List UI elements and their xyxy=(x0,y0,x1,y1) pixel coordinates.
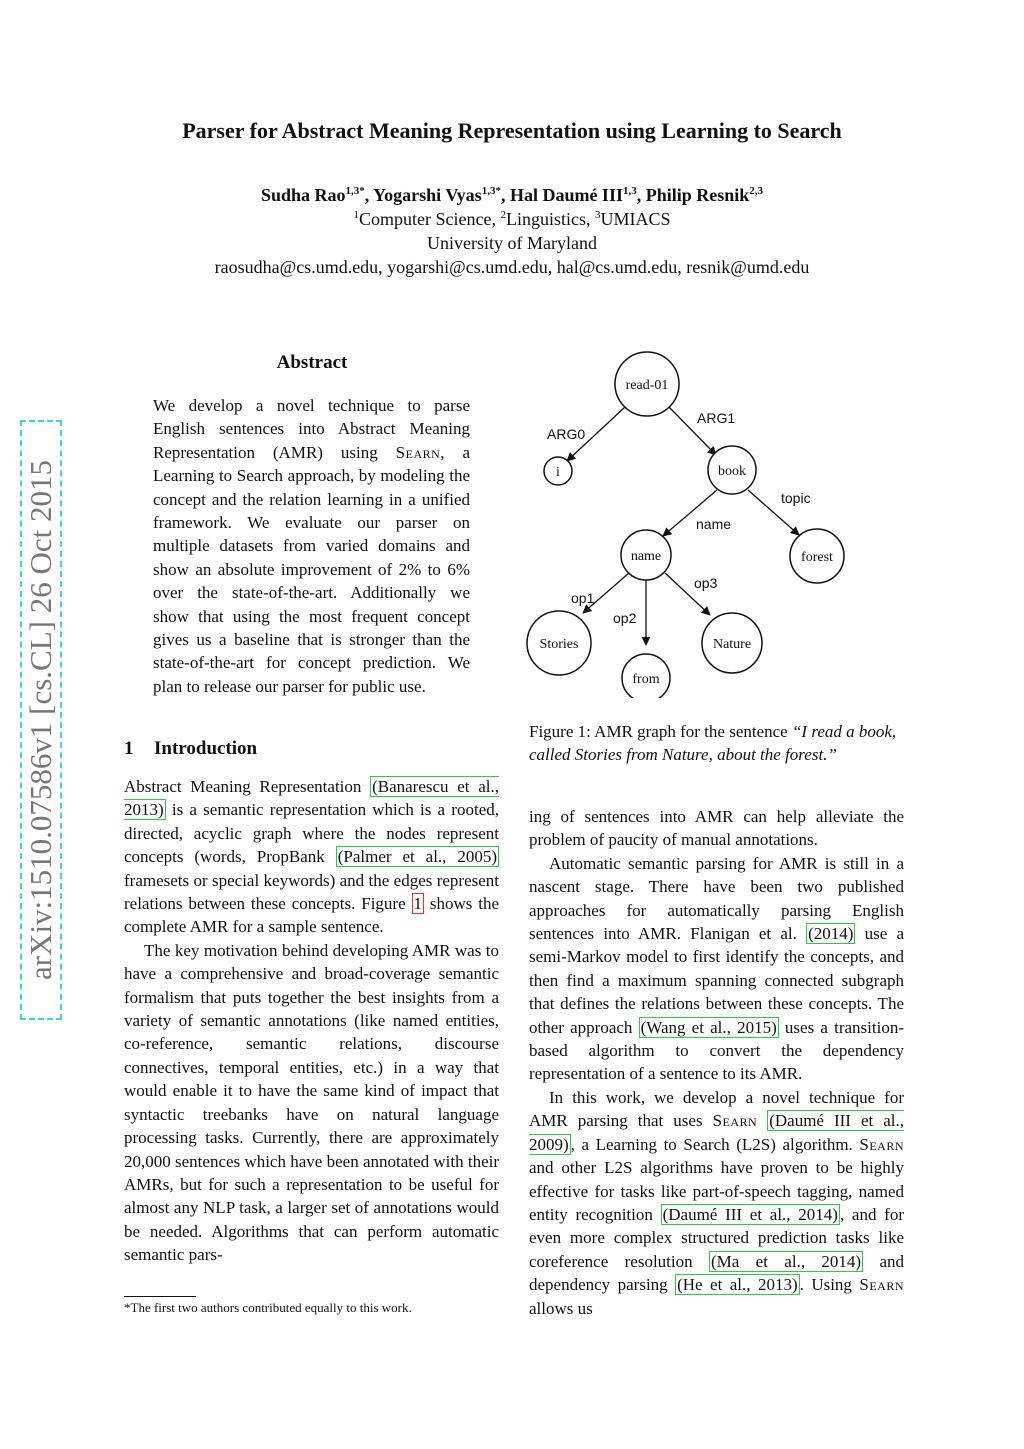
university: University of Maryland xyxy=(427,233,597,253)
affiliation-name: Computer Science, xyxy=(359,209,501,229)
author-name: Sudha Rao xyxy=(261,185,346,205)
edge-label: op3 xyxy=(694,575,718,591)
author-sup: 1,3 xyxy=(622,185,637,197)
intro-paragraph-5 xyxy=(529,1086,904,1320)
author-name: Yogarshi Vyas xyxy=(373,185,482,205)
edge-label: name xyxy=(696,516,732,532)
amr-graph-figure xyxy=(520,348,920,698)
citation-link[interactable]: (He et al., 2013) xyxy=(677,1275,798,1295)
body-text: is a semantic representation which is a rooted, directed, acyclic graph where the nodes represent concepts (words, PropBank xyxy=(124,800,499,867)
author-sup: 2,3 xyxy=(749,185,763,197)
author-mark: * xyxy=(359,185,365,197)
edge-label: op2 xyxy=(613,610,637,626)
abstract-text: , a Learning to Search approach, by modeling the concept and the relation learning in a unified framework. We evaluate our parser on multiple datasets from varied domains and show an absolute improvement of 2% to 6% over the state-of-the-art. Additionally we show that using the most frequent concept gives us a baseline that is stronger than the state-of-the-art for concept prediction. We plan to release our parser for public use. xyxy=(153,442,471,696)
author-name: Hal Daumé III xyxy=(509,185,623,205)
searn-term: Searn xyxy=(859,1134,904,1154)
body-text: . Using xyxy=(799,1275,860,1295)
figure-ref-link[interactable]: 1 xyxy=(413,894,422,914)
email-list: raosudha@cs.umd.edu, yogarshi@cs.umd.edu, hal@cs.umd.edu, resnik@umd.edu xyxy=(214,257,810,277)
edge-label: ARG1 xyxy=(697,410,736,426)
arxiv-stamp[interactable]: arXiv:1510.07586v1 [cs.CL] 26 Oct 2015 xyxy=(20,420,62,1020)
body-text: , and for even more complex structured prediction tasks like coreference resolution xyxy=(529,1204,905,1271)
intro-paragraph-1 xyxy=(124,775,499,939)
abstract-body xyxy=(153,394,470,698)
body-text: use a semi-Markov model to first identify the concepts, and then find a maximum spanning connected subgraph that defines the relations between these concepts. The other approach xyxy=(529,924,904,1037)
author-list xyxy=(0,183,1024,207)
body-text: and other L2S algorithms have proven to be highly effective for tasks like part-of-speech tagging, named entity recognition xyxy=(529,1158,904,1224)
affiliation-sup: 1 xyxy=(353,209,359,221)
node-label: Stories xyxy=(539,637,579,652)
node-label: read-01 xyxy=(625,378,669,393)
graph-edges xyxy=(567,407,799,645)
author-sup: 1,3 xyxy=(345,185,360,197)
node-label: Nature xyxy=(712,637,752,652)
intro-paragraph-2: The key motivation behind developing AMR was to have a comprehensive and broad-coverage semantic formalism that puts together the best insights from a variety of semantic annotations (like named entities, co-reference, semantic relations, discourse connectives, temporal entities, etc.) in a way that would enable it to have the same kind of impact that syntactic treebanks have on natural language processing tasks. Currently, there are approximately 20,000 sentences which have been annotated with their AMRs, but for such a representation to be useful for almost any NLP task, a larger set of annotations would be needed. Algorithms that can perform automatic semantic pars- xyxy=(124,940,499,1265)
edge-label: op1 xyxy=(571,590,595,606)
affiliation-sup: 2 xyxy=(500,209,506,221)
affiliation-list xyxy=(0,207,1024,231)
caption-quote: “I read a book, called Stories from Nature, about the forest.” xyxy=(529,722,897,765)
edge-label: ARG0 xyxy=(547,426,586,442)
node-label: forest xyxy=(801,550,833,565)
author-sup: 1,3* xyxy=(481,185,501,197)
footnote: *The first two authors contributed equally to this work. xyxy=(124,1300,412,1315)
node-label: name xyxy=(630,549,662,564)
citation-link[interactable]: (Banarescu et al., 2013) xyxy=(124,777,499,820)
body-text: Automatic semantic parsing for AMR is still in a nascent stage. There have been two published approaches for automatically parsing English sentences into AMR. Flanigan et al. xyxy=(529,853,904,944)
author-name: Philip Resnik xyxy=(645,185,750,205)
citation-link[interactable]: (2014) xyxy=(808,924,854,944)
abstract-heading: Abstract xyxy=(276,352,348,373)
body-text: and dependency parsing xyxy=(529,1251,905,1295)
intro-paragraph-3: ing of sentences into AMR can help alleviate the problem of paucity of manual annotations. xyxy=(529,807,904,850)
affiliation-name: UMIACS xyxy=(600,209,671,229)
node-label: from xyxy=(632,672,660,687)
author-sep: , xyxy=(636,185,646,205)
body-text: In this work, we develop a novel technique for AMR parsing that uses xyxy=(529,1087,904,1131)
figure-caption xyxy=(529,720,909,767)
body-text: uses a transition-based algorithm to convert the dependency representation of a sentence to its AMR. xyxy=(529,1017,904,1084)
author-block xyxy=(0,183,1024,279)
citation-link[interactable]: (Daumé III et al., 2009) xyxy=(529,1111,905,1154)
body-text: framesets or special keywords) and the edges represent relations between these concepts. Figure xyxy=(124,870,499,914)
author-sep: , xyxy=(500,185,510,205)
author-sep: , xyxy=(364,185,374,205)
body-text: , a Learning to Search (L2S) algorithm. xyxy=(570,1134,860,1154)
section-number: 1 xyxy=(124,738,134,759)
node-label: i xyxy=(556,465,560,480)
citation-link[interactable]: (Palmer et al., 2005) xyxy=(337,847,497,867)
affiliation-sup: 3 xyxy=(594,209,601,221)
intro-right-column xyxy=(529,805,904,1320)
intro-paragraph-4 xyxy=(529,852,904,1086)
intro-left-column xyxy=(124,775,499,1267)
edge-label: topic xyxy=(781,490,811,506)
searn-term: Searn xyxy=(395,442,441,462)
abstract-text: We develop a novel technique to parse English sentences into Abstract Meaning Representation (AMR) using xyxy=(153,396,470,462)
footnote-rule xyxy=(124,1296,196,1297)
citation-link[interactable]: (Daumé III et al., 2014) xyxy=(662,1204,838,1224)
citation-link[interactable]: (Wang et al., 2015) xyxy=(640,1017,777,1037)
searn-term: Searn xyxy=(712,1111,758,1131)
body-text: Abstract Meaning Representation xyxy=(124,777,371,796)
paper-title: Parser for Abstract Meaning Representation using Learning to Search xyxy=(182,118,842,143)
section-title: Introduction xyxy=(154,738,258,759)
caption-prefix: Figure 1: AMR graph for the sentence xyxy=(529,722,792,741)
node-label: book xyxy=(718,464,746,479)
searn-term: Searn xyxy=(859,1275,904,1295)
section-heading xyxy=(124,738,257,760)
body-text: shows the complete AMR for a sample sentence. xyxy=(124,894,499,937)
affiliation-name: Linguistics, xyxy=(505,209,595,229)
body-text: allows us xyxy=(529,1298,593,1318)
citation-link[interactable]: (Ma et al., 2014) xyxy=(710,1251,862,1271)
